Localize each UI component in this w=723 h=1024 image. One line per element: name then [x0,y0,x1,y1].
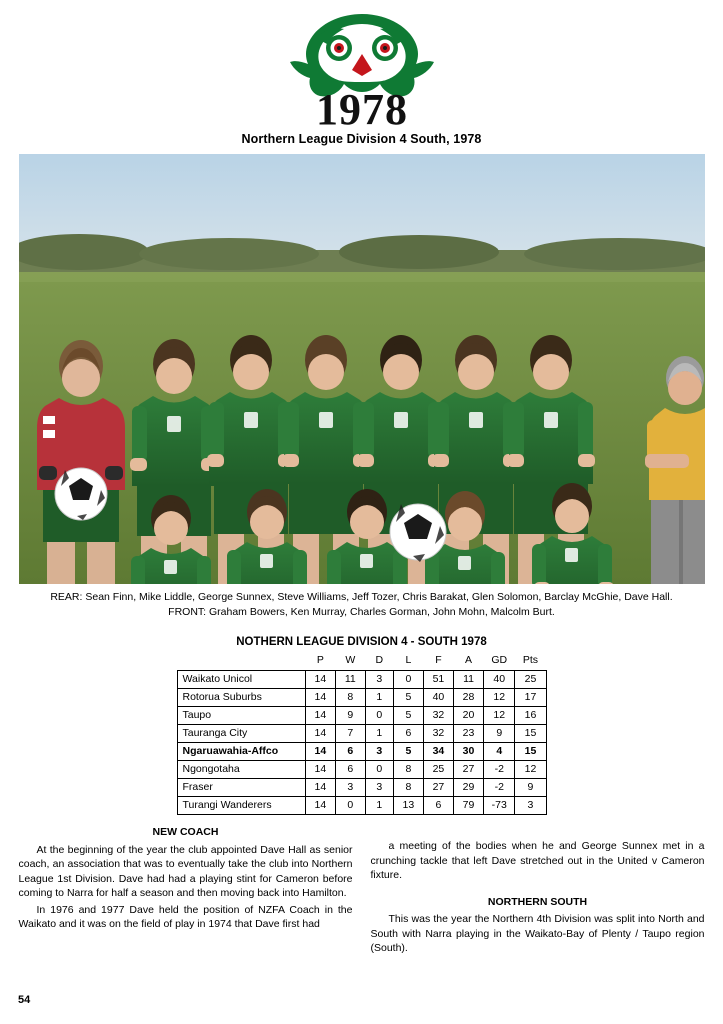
cell-a: 11 [453,671,483,689]
cell-gd: 9 [484,725,515,743]
cell-d: 0 [365,707,393,725]
column-header-pts: Pts [522,654,539,666]
cell-d: 3 [365,743,393,761]
cell-d: 3 [365,671,393,689]
cell-f: 51 [423,671,453,689]
cell-l: 8 [393,779,423,797]
cell-a: 79 [453,797,483,815]
cell-l: 13 [393,797,423,815]
cell-team: Ngaruawahia-Affco [177,743,305,761]
cell-gd: 40 [484,671,515,689]
cell-f: 40 [423,689,453,707]
cell-l: 5 [393,707,423,725]
photo-caption-rear: REAR: Sean Finn, Mike Liddle, George Sunnex, Steve Williams, Jeff Tozer, Chris Barakat, Glen Solomon, Barclay McGhie, Dave Hall. [50,591,673,603]
cell-team: Turangi Wanderers [177,797,305,815]
heading-northern-south: NORTHERN SOUTH [487,895,588,908]
cell-team: Tauranga City [177,725,305,743]
cell-w: 11 [335,671,365,689]
cell-l: 6 [393,725,423,743]
cell-p: 14 [305,761,335,779]
cell-a: 30 [453,743,483,761]
cell-pts: 25 [515,671,546,689]
photo-caption [19,590,705,620]
column-spacer [371,825,705,839]
logo-container [0,0,723,130]
column-header-l: L [405,654,412,666]
cell-d: 3 [365,779,393,797]
cell-d: 1 [365,689,393,707]
cell-pts: 9 [515,779,546,797]
paragraph: At the beginning of the year the club appointed Dave Hall as senior coach, an association that was to eventually take the club into Northern League 1st Division. Dave had had a playing stint for Cameron before coming to Narra for half a season and then moving back into Hamilton. [18,843,353,899]
cell-f: 25 [423,761,453,779]
standings-table-container [177,636,547,815]
table-row [177,725,546,743]
owl-crest-logo [272,10,452,130]
cell-gd: 12 [484,689,515,707]
cell-w: 3 [335,779,365,797]
cell-team: Fraser [177,779,305,797]
cell-a: 23 [453,725,483,743]
cell-w: 0 [335,797,365,815]
article-column-right [371,825,705,958]
cell-pts: 15 [515,743,546,761]
cell-d: 1 [365,725,393,743]
cell-pts: 12 [515,761,546,779]
page-title: Northern League Division 4 South, 1978 [241,132,482,146]
cell-f: 6 [423,797,453,815]
column-header-gd: GD [491,654,508,666]
table-row [177,689,546,707]
column-header-f: F [435,654,442,666]
standings-title: NOTHERN LEAGUE DIVISION 4 - SOUTH 1978 [236,636,487,648]
cell-a: 27 [453,761,483,779]
cell-d: 0 [365,761,393,779]
cell-pts: 3 [515,797,546,815]
page-number: 54 [18,994,31,1006]
column-header-p: P [316,654,324,666]
paragraph: In 1976 and 1977 Dave held the position of NZFA Coach in the Waikato and it was on the field of play in 1974 that Dave first had [18,903,353,930]
standings-table [177,652,547,815]
football-left [55,468,107,520]
column-header-w: W [345,654,356,666]
cell-gd: -2 [484,779,515,797]
logo-year: 1978 [315,85,408,130]
cell-gd: 12 [484,707,515,725]
cell-l: 5 [393,743,423,761]
cell-f: 27 [423,779,453,797]
cell-a: 20 [453,707,483,725]
cell-p: 14 [305,779,335,797]
cell-pts: 17 [515,689,546,707]
table-row-highlighted [177,743,546,761]
article-column-left [19,825,353,958]
cell-team: Waikato Unicol [177,671,305,689]
column-header-d: D [375,654,384,666]
cell-p: 14 [305,725,335,743]
cell-pts: 15 [515,725,546,743]
cell-l: 8 [393,761,423,779]
column-header-team [177,652,305,671]
cell-l: 5 [393,689,423,707]
cell-d: 1 [365,797,393,815]
cell-gd: -2 [484,761,515,779]
cell-team: Taupo [177,707,305,725]
cell-p: 14 [305,671,335,689]
photo-caption-front: FRONT: Graham Bowers, Ken Murray, Charles Gorman, John Mohn, Malcolm Burt. [168,606,555,618]
cell-w: 6 [335,743,365,761]
column-header-a: A [465,654,473,666]
cell-p: 14 [305,797,335,815]
cell-pts: 16 [515,707,546,725]
cell-a: 29 [453,779,483,797]
cell-w: 8 [335,689,365,707]
cell-gd: -73 [484,797,515,815]
cell-team: Ngongotaha [177,761,305,779]
cell-gd: 4 [484,743,515,761]
cell-a: 28 [453,689,483,707]
cell-p: 14 [305,743,335,761]
article-body [19,825,705,958]
cell-w: 6 [335,761,365,779]
table-row [177,707,546,725]
cell-w: 9 [335,707,365,725]
team-photo [19,154,705,584]
cell-f: 34 [423,743,453,761]
cell-team: Rotorua Suburbs [177,689,305,707]
table-header-row [177,652,546,671]
heading-new-coach: NEW COACH [152,826,219,838]
cell-l: 0 [393,671,423,689]
paragraph: a meeting of the bodies when he and George Sunnex met in a crunching tackle that left Dave stretched out in the United v Cameron fixture. [370,840,705,881]
cell-f: 32 [423,725,453,743]
table-row [177,671,546,689]
cell-p: 14 [305,689,335,707]
cell-p: 14 [305,707,335,725]
cell-f: 32 [423,707,453,725]
table-row [177,797,546,815]
paragraph: This was the year the Northern 4th Division was split into North and South with Narra playing in the Waikato-Bay of Plenty / Taupo region (South). [370,913,705,954]
cell-w: 7 [335,725,365,743]
table-row [177,761,546,779]
table-row [177,779,546,797]
